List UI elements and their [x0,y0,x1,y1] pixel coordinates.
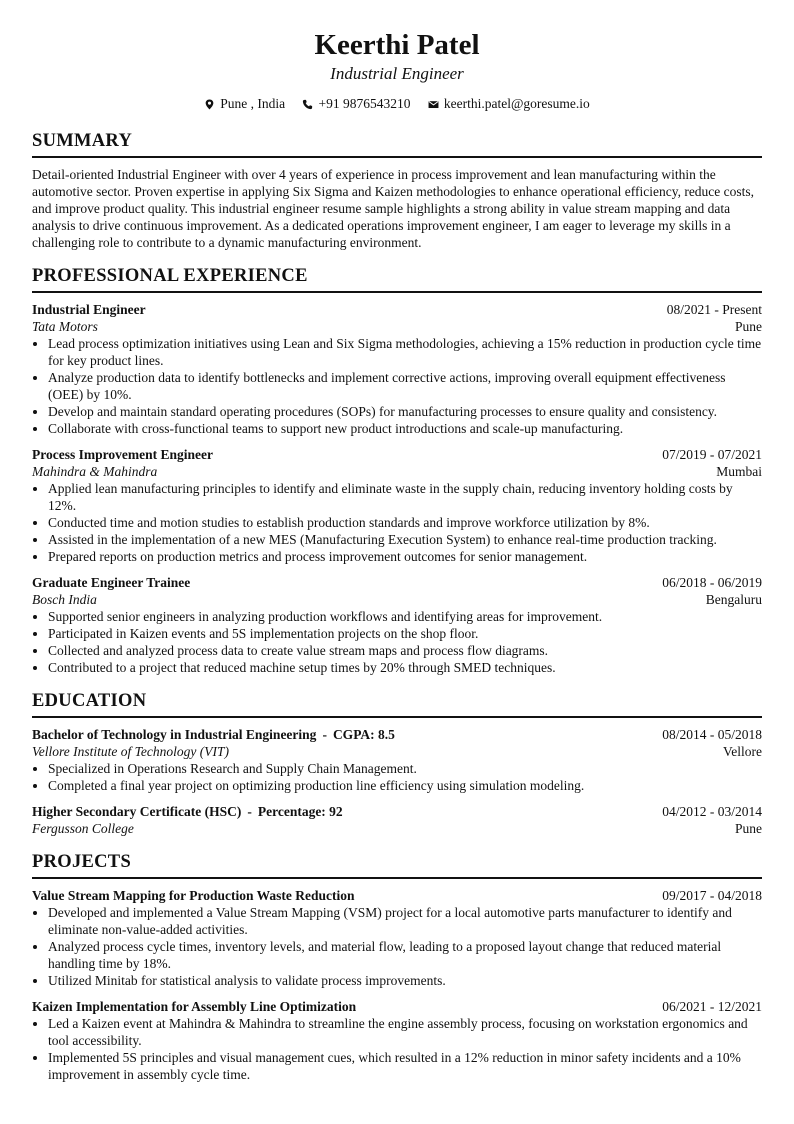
education-entry [32,803,762,837]
projects-heading: PROJECTS [32,851,762,879]
bullet-item: • Collaborate with cross-functional teams to support new product introductions and scale-up manufacturing. [48,420,762,437]
email-text: keerthi.patel@goresume.io [443,96,590,111]
project-title: Value Stream Mapping for Production Waste Reduction [32,887,355,903]
bullet-item: • Led a Kaizen event at Mahindra & Mahindra to streamline the engine assembly process, focusing on workstation ergonomics and tool accessibility. [48,1015,762,1049]
job-title: Graduate Engineer Trainee [32,574,191,590]
bullet-item: • Analyzed process cycle times, inventory levels, and material flow, leading to a proposed layout change that reduced material handling time by 18%. [48,938,762,972]
job-company: Bosch India [32,591,97,607]
phone-icon [302,99,313,110]
job-dates: 08/2021 - Present [666,301,762,317]
bullet-item: • Participated in Kaizen events and 5S implementation projects on the shop floor. [48,625,762,642]
bullet-item: • Conducted time and motion studies to establish production standards and improve workforce utilization by 8%. [48,514,762,531]
job-bullets [32,480,762,565]
bullet-item: • Develop and maintain standard operating procedures (SOPs) for manufacturing processes to ensure quality and consistency. [48,403,762,420]
degree-grade: Percentage: 92 [257,803,343,819]
contact-location [204,94,285,114]
job-entry [32,574,762,676]
project-title: Kaizen Implementation for Assembly Line Optimization [32,998,357,1014]
school-location: Vellore [723,743,762,759]
school-name: Fergusson College [32,820,134,836]
job-location: Bengaluru [705,591,762,607]
degree-grade: CGPA: 8.5 [332,726,395,742]
job-dates: 07/2019 - 07/2021 [662,446,762,462]
bullet-item: • Implemented 5S principles and visual management cues, which resulted in a 12% reduction in minor safety incidents and a 10% improvement in assembly cycle time. [48,1049,762,1083]
school-location: Pune [735,820,762,836]
bullet-item: • Contributed to a project that reduced machine setup times by 20% through SMED techniques. [48,659,762,676]
contact-line [32,94,762,116]
contact-phone[interactable] [302,94,410,114]
project-bullets [32,904,762,989]
summary-text: Detail-oriented Industrial Engineer with over 4 years of experience in process improvement and lean manufacturing within the automotive sector. Proven expertise in applying Six Sigma and Kaizen methodologies to enhance operational efficiency, reduce costs, and improve product quality. This industrial engineer resume sample highlights a strong ability in value stream mapping and data analysis to drive continuous improvement. As a dedicated operations improvement engineer, I am eager to leverage my skills in a challenging role to contribute to a dynamic manufacturing environment. [32,166,755,250]
bullet-item: • Assisted in the implementation of a new MES (Manufacturing Execution System) to enhance real-time production tracking. [48,531,762,548]
job-location: Mumbai [716,463,762,479]
bullet-item: • Developed and implemented a Value Stream Mapping (VSM) project for a local automotive parts manufacturer to identify and eliminate non-value-added activities. [48,904,762,938]
project-entry [32,998,762,1083]
bullet-item: • Analyze production data to identify bottlenecks and implement corrective actions, improving overall equipment effectiveness (OEE) by 10%. [48,369,762,403]
job-company: Tata Motors [32,318,98,334]
job-entry [32,301,762,437]
phone-text: +91 9876543210 [318,96,411,111]
summary-heading: SUMMARY [32,130,762,158]
degree-separator: - [247,803,252,819]
project-dates: 06/2021 - 12/2021 [662,998,762,1014]
bullet-item: • Supported senior engineers in analyzing production workflows and identifying areas for improvement. [48,608,762,625]
contact-email[interactable] [428,94,590,114]
project-dates: 09/2017 - 04/2018 [662,887,762,903]
candidate-role: Industrial Engineer [330,64,464,83]
experience-heading: PROFESSIONAL EXPERIENCE [32,265,762,293]
job-dates: 06/2018 - 06/2019 [662,574,762,590]
degree-line [32,726,395,743]
project-entry [32,887,762,989]
job-bullets [32,608,762,676]
candidate-name: Keerthi Patel [314,29,480,61]
job-title: Process Improvement Engineer [32,446,213,462]
envelope-icon [428,99,439,110]
resume-page [32,0,762,1083]
job-company: Mahindra & Mahindra [32,463,158,479]
job-bullets [32,335,762,437]
degree-name: Higher Secondary Certificate (HSC) [32,803,242,819]
bullet-item: • Collected and analyzed process data to create value stream maps and process flow diagrams. [48,642,762,659]
degree-separator: - [322,726,327,742]
degree-name: Bachelor of Technology in Industrial Engineering [32,726,317,742]
project-bullets [32,1015,762,1083]
school-name: Vellore Institute of Technology (VIT) [32,743,229,759]
location-pin-icon [204,99,215,110]
degree-line [32,803,343,820]
location-text: Pune , India [220,96,286,111]
bullet-item: • Utilized Minitab for statistical analysis to validate process improvements. [48,972,762,989]
education-dates: 08/2014 - 05/2018 [662,726,762,742]
bullet-item: • Specialized in Operations Research and Supply Chain Management. [48,760,762,777]
bullet-item: • Completed a final year project on optimizing production line efficiency using simulation modeling. [48,777,762,794]
education-heading: EDUCATION [32,690,762,718]
bullet-item: • Prepared reports on production metrics and process improvement outcomes for senior management. [48,548,762,565]
bullet-item: • Lead process optimization initiatives using Lean and Six Sigma methodologies, achieving a 15% reduction in production cycle time for key product lines. [48,335,762,369]
education-bullets [32,760,762,794]
job-entry [32,446,762,565]
education-entry [32,726,762,794]
job-location: Pune [735,318,762,334]
bullet-item: • Applied lean manufacturing principles to identify and eliminate waste in the supply chain, reducing inventory holding costs by 12%. [48,480,762,514]
job-title: Industrial Engineer [32,301,146,317]
education-dates: 04/2012 - 03/2014 [662,803,762,819]
